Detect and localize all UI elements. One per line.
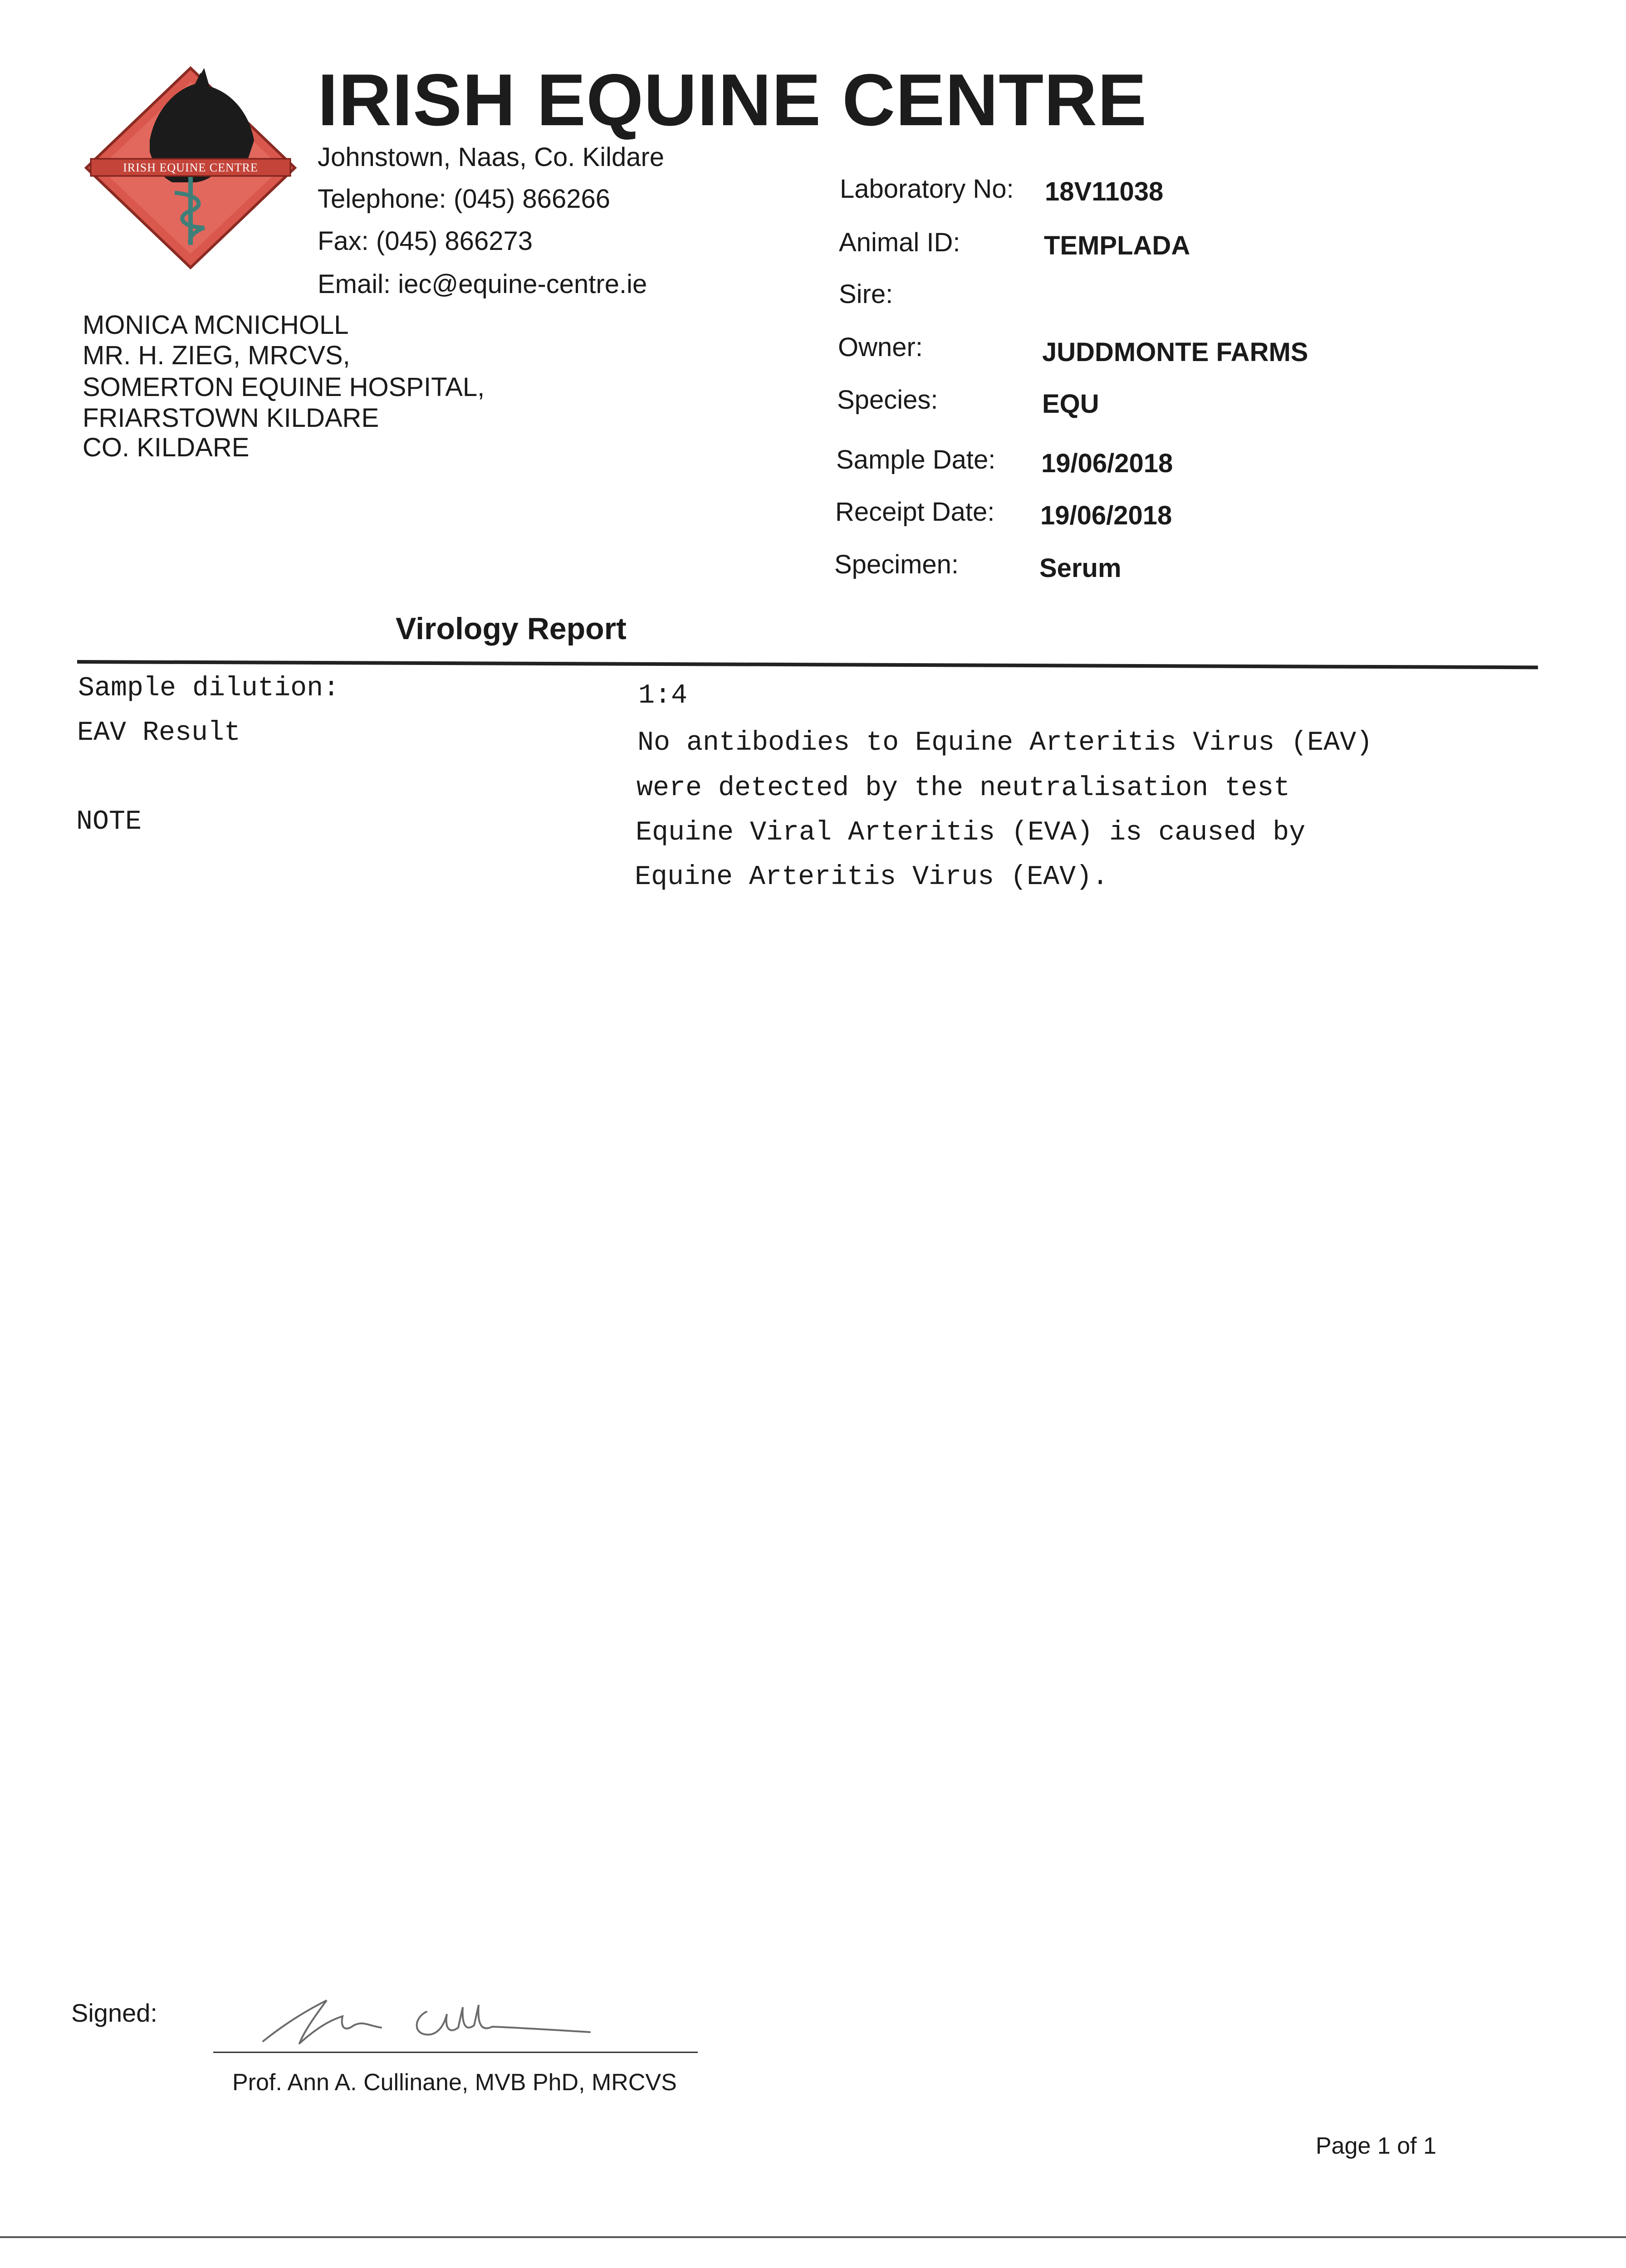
owner-value: JUDDMONTE FARMS <box>1042 337 1308 367</box>
recipient-line: FRIARSTOWN KILDARE <box>83 403 379 433</box>
recipient-line: CO. KILDARE <box>83 433 250 462</box>
signature <box>245 1969 617 2059</box>
specimen-value: Serum <box>1039 553 1122 583</box>
recipient-line: MR. H. ZIEG, MRCVS, <box>83 341 350 370</box>
note-label: NOTE <box>76 807 142 837</box>
org-fax: Fax: (045) 866273 <box>318 226 533 256</box>
dilution-label: Sample dilution: <box>78 673 340 704</box>
sample-date-value: 19/06/2018 <box>1041 449 1173 478</box>
org-email: Email: iec@equine-centre.ie <box>318 269 647 299</box>
species-label: Species: <box>837 385 938 415</box>
animal-id-label: Animal ID: <box>839 228 960 257</box>
note-line: Equine Viral Arteritis (EVA) is caused by <box>636 817 1306 848</box>
page-number: Page 1 of 1 <box>1316 2133 1436 2159</box>
eav-result-label: EAV Result <box>77 718 241 748</box>
recipient-line: MONICA MCNICHOLL <box>83 310 349 340</box>
title-divider <box>77 660 1538 669</box>
signatory-name: Prof. Ann A. Cullinane, MVB PhD, MRCVS <box>232 2069 677 2096</box>
receipt-date-value: 19/06/2018 <box>1040 501 1172 530</box>
owner-label: Owner: <box>838 332 923 362</box>
laboratory-no-label: Laboratory No: <box>840 174 1014 204</box>
org-address: Johnstown, Naas, Co. Kildare <box>318 142 665 172</box>
signature-line <box>213 2052 698 2053</box>
laboratory-no-value: 18V11038 <box>1045 177 1164 206</box>
sire-label: Sire: <box>839 279 893 309</box>
dilution-value: 1:4 <box>638 680 688 711</box>
receipt-date-label: Receipt Date: <box>835 497 995 527</box>
species-value: EQU <box>1042 389 1099 419</box>
animal-id-value: TEMPLADA <box>1044 231 1190 260</box>
org-name: IRISH EQUINE CENTRE <box>318 59 1147 141</box>
specimen-label: Specimen: <box>834 550 959 579</box>
eav-result-line: were detected by the neutralisation test <box>637 773 1290 804</box>
eav-result-line: No antibodies to Equine Arteritis Virus (EAV) <box>637 728 1373 758</box>
note-line: Equine Arteritis Virus (EAV). <box>635 862 1109 893</box>
report-title: Virology Report <box>396 611 627 646</box>
bottom-edge-line <box>0 2236 1626 2238</box>
sample-date-label: Sample Date: <box>836 445 996 474</box>
recipient-line: SOMERTON EQUINE HOSPITAL, <box>83 372 485 402</box>
logo-banner-text: IRISH EQUINE CENTRE <box>123 161 258 174</box>
signed-label: Signed: <box>71 1999 157 2027</box>
org-telephone: Telephone: (045) 866266 <box>318 184 610 214</box>
